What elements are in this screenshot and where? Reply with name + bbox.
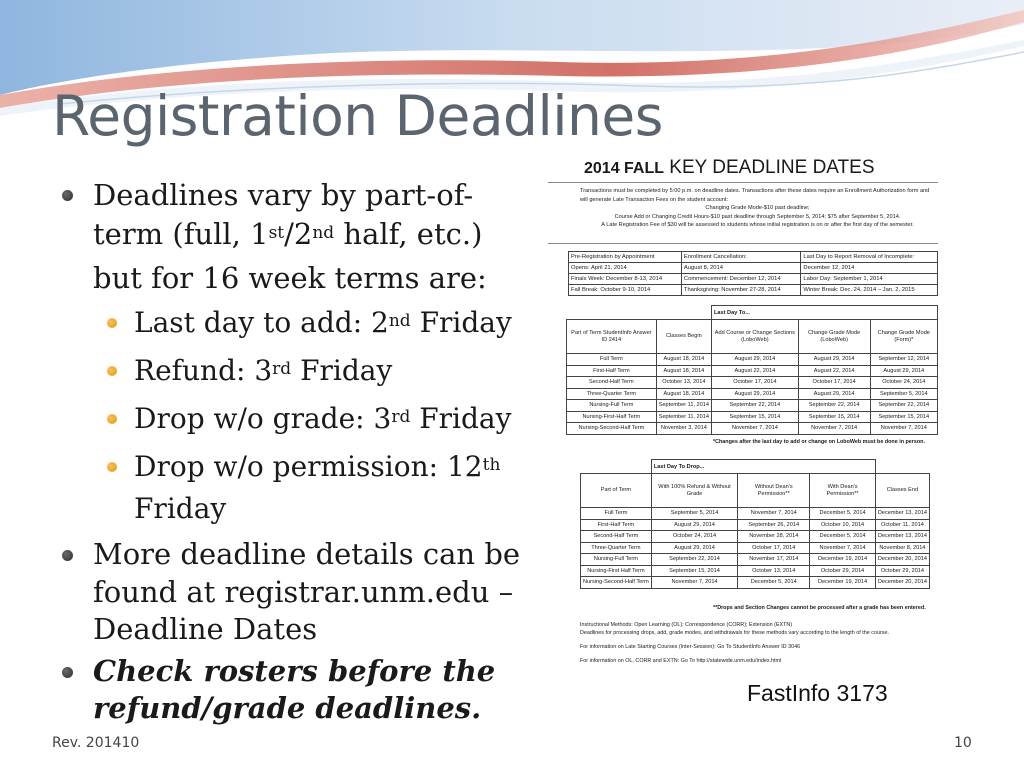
table-row (581, 519, 930, 531)
table-cell: Three-Quarter Term (567, 388, 657, 400)
table-row (581, 565, 930, 577)
table-cell: Nursing-Full Term (567, 400, 657, 412)
table-cell: September 15, 2014 (798, 411, 870, 423)
table-cell: September 5, 2014 (651, 508, 737, 520)
table-cell: October 17, 2014 (712, 377, 799, 389)
t1-footnote: *Changes after the last day to add or change on LoboWeb must be done in person. (713, 439, 925, 445)
table-cell: August 29, 2014 (651, 542, 737, 554)
sub-bullet-last-day-add: Last day to add: 2nd Friday (60, 304, 540, 346)
table-row (581, 577, 930, 589)
doc-bottom-notes: Instructional Methods: Open Learning (OL); Correspondence (CORR); Extension (EXTN) Deadlines for processing drops, add, grade modes, and withdrawals for these methods vary according to the length of the course. For information on Late Starting Courses (Inter-Session): Go To StudentInfo Answer ID 3046 For information on OL, CORR and EXTN: Go To http://statewide.unm.edu/index.html (580, 622, 889, 664)
table-cell: September 15, 2014 (870, 411, 937, 423)
table-row (567, 411, 938, 423)
last-day-to-table: Last Day To... Part of Term StudentInfo Answer ID 2414 Classes Begin Add Course or Change Sections (LoboWeb) Change Grade Mode (LoboWeb) Change Grade Mode (Form)* Full Term August 18, 2014 August 29, 2014 August 29, 2014 September 12, 2014 First-Half Term August 18, 2014 August 22, 2014 August 22, 2014 August 29, 2014 Second-Half Term October 13, 2014 October 17, 2014 October 17, 2014 October 24, 2014 Three-Quarter Term August 18, 2014 August 29, 2014 August 29, 2014 September 5, 2014 Nursing-Full Term September 11, 2014 September 22, 2014 September 22, 2014 September 22, 2014 Nursing-First-Half Term September 11, 2014 September 15, 2014 September 15, 2014 September 15, 2014 Nursing-Second-Half Term November 3, 2014 November 7, 2014 November 7, 2014 November 7, 2014 (566, 305, 938, 435)
slide-title: Registration Deadlines (52, 84, 663, 148)
footer-revision: Rev. 201410 (52, 735, 140, 751)
table-cell: December 19, 2014 (810, 577, 876, 589)
page-number: 10 (954, 735, 972, 751)
table-cell: October 24, 2014 (651, 531, 737, 543)
table-cell: October 13, 2014 (656, 377, 711, 389)
table-cell: Nursing-Second-Half Term (567, 423, 657, 435)
table-cell: Full Term (581, 508, 652, 520)
sub-bullet-refund: Refund: 3rd Friday (60, 352, 540, 394)
table-cell: September 26, 2014 (738, 519, 810, 531)
table-cell: August 18, 2014 (656, 365, 711, 377)
doc-rule-top (548, 182, 938, 183)
table-cell: August 22, 2014 (712, 365, 799, 377)
table-row (567, 423, 938, 435)
table-cell: December 20, 2014 (875, 554, 929, 566)
table-cell: August 18, 2014 (656, 388, 711, 400)
table-cell: November 7, 2014 (870, 423, 937, 435)
sub-bullet-drop-no-permission: Drop w/o permission: 12th Friday (60, 448, 540, 528)
table-cell: September 22, 2014 (712, 400, 799, 412)
table-cell: December 19, 2014 (810, 554, 876, 566)
table-cell: Second-Half Term (567, 377, 657, 389)
table-row (567, 400, 938, 412)
table-cell: November 7, 2014 (712, 423, 799, 435)
table-cell: November 3, 2014 (656, 423, 711, 435)
table-cell: August 29, 2014 (870, 365, 937, 377)
table-cell: Nursing-Full Term (581, 554, 652, 566)
table-row (567, 377, 938, 389)
table-cell: Second-Half Term (581, 531, 652, 543)
table-cell: November 8, 2014 (875, 542, 929, 554)
table-cell: October 24, 2014 (870, 377, 937, 389)
table-cell: September 11, 2014 (656, 400, 711, 412)
doc-title: 2014 FALL KEY DEADLINE DATES (584, 157, 875, 178)
table-cell: Three-Quarter Term (581, 542, 652, 554)
table-row (581, 542, 930, 554)
table-cell: Nursing-First Half Term (581, 565, 652, 577)
table-cell: October 17, 2014 (798, 377, 870, 389)
table-row (581, 531, 930, 543)
table-cell: November 7, 2014 (810, 542, 876, 554)
table-cell: October 11, 2014 (875, 519, 929, 531)
t2-footnote: **Drops and Section Changes cannot be processed after a grade has been entered. (713, 605, 926, 611)
last-day-to-drop-table: Last Day To Drop... Part of Term With 100% Refund & Without Grade Without Dean's Permission** With Dean's Permission** Classes End Full Term September 5, 2014 November 7, 2014 December 5, 2014 December 13, 2014 First-Half Term August 29, 2014 September 26, 2014 October 10, 2014 October 11, 2014 Second-Half Term October 24, 2014 November 28, 2014 December 5, 2014 December 13, 2014 Three-Quarter Term August 29, 2014 October 17, 2014 November 7, 2014 November 8, 2014 Nursing-Full Term September 22, 2014 November 17, 2014 December 19, 2014 December 20, 2014 Nursing-First Half Term September 15, 2014 October 13, 2014 October 29, 2014 October 29, 2014 Nursing-Second-Half Term November 7, 2014 December 5, 2014 December 19, 2014 December 20, 2014 (580, 459, 930, 589)
table-cell: August 22, 2014 (798, 365, 870, 377)
table-cell: August 18, 2014 (656, 354, 711, 366)
table-cell: September 15, 2014 (712, 411, 799, 423)
table-cell: September 22, 2014 (798, 400, 870, 412)
table-cell: December 13, 2014 (875, 531, 929, 543)
key-dates-table: Pre-Registration by Appointment Enrollment Cancellation: Last Day to Report Removal of Incomplete: Opens: April 21, 2014 August 8, 2014 December 12, 2014 Finals Week: December 8-13, 2014 Commencement: December 12, 2014 Labor Day: September 1, 2014 Fall Break: October 9-10, 2014 Thanksgiving: November 27-28, 2014 Winter Break: Dec. 24, 2014 – Jan. 2, 2015 (568, 251, 938, 296)
fastinfo-label: FastInfo 3173 (747, 680, 888, 706)
table-cell: November 17, 2014 (738, 554, 810, 566)
bullet-more-details: More deadline details can be found at registrar.unm.edu – Deadline Dates (60, 536, 540, 649)
table-cell: September 5, 2014 (870, 388, 937, 400)
table-cell: October 10, 2014 (810, 519, 876, 531)
table-cell: September 11, 2014 (656, 411, 711, 423)
table-cell: First-Half Term (581, 519, 652, 531)
table-row (567, 354, 938, 366)
bullet-deadlines-vary: Deadlines vary by part-of-term (full, 1st/2nd half, etc.) but for 16 week terms are: (60, 176, 540, 298)
table-row (567, 365, 938, 377)
table-cell: October 29, 2014 (875, 565, 929, 577)
deadline-dates-document (548, 155, 938, 677)
table-cell: December 5, 2014 (810, 531, 876, 543)
table-cell: August 29, 2014 (798, 388, 870, 400)
table-cell: November 28, 2014 (738, 531, 810, 543)
table-cell: December 13, 2014 (875, 508, 929, 520)
table-row (581, 554, 930, 566)
table-cell: December 20, 2014 (875, 577, 929, 589)
table-row (581, 508, 930, 520)
doc-rule-mid (548, 243, 938, 244)
table-cell: October 17, 2014 (738, 542, 810, 554)
table-cell: November 7, 2014 (798, 423, 870, 435)
table-cell: August 29, 2014 (798, 354, 870, 366)
table-cell: September 12, 2014 (870, 354, 937, 366)
table-cell: Full Term (567, 354, 657, 366)
table-row (567, 388, 938, 400)
bullet-check-rosters: Check rosters before the refund/grade deadlines. (60, 653, 540, 728)
table-cell: December 5, 2014 (810, 508, 876, 520)
table-cell: September 15, 2014 (651, 565, 737, 577)
table-cell: November 7, 2014 (738, 508, 810, 520)
table-cell: October 13, 2014 (738, 565, 810, 577)
table-cell: November 7, 2014 (651, 577, 737, 589)
table-cell: August 29, 2014 (712, 354, 799, 366)
table-cell: August 29, 2014 (712, 388, 799, 400)
table-cell: September 22, 2014 (870, 400, 937, 412)
table-cell: Nursing-Second-Half Term (581, 577, 652, 589)
table-cell: Nursing-First-Half Term (567, 411, 657, 423)
table-cell: First-Half Term (567, 365, 657, 377)
doc-notes: Transactions must be completed by 5:00 p.m. on deadline dates. Transactions after these dates require an Enrollment Authorization form and will generate Late Transaction Fees on the student account: Changing Grade Mode-$10 past deadline; Course Add or Changing Credit Hours-$10 past deadline through September 5, 2014; $75 after September 5, 2014. A Late Registration Fee of $30 will be assessed to students whose initial registration is on or after the first day of the semester. (580, 188, 930, 229)
table-cell: August 29, 2014 (651, 519, 737, 531)
table-cell: September 22, 2014 (651, 554, 737, 566)
table-cell: December 5, 2014 (738, 577, 810, 589)
table-cell: October 29, 2014 (810, 565, 876, 577)
bullet-list (60, 176, 540, 732)
sub-bullet-drop-no-grade: Drop w/o grade: 3rd Friday (60, 400, 540, 442)
